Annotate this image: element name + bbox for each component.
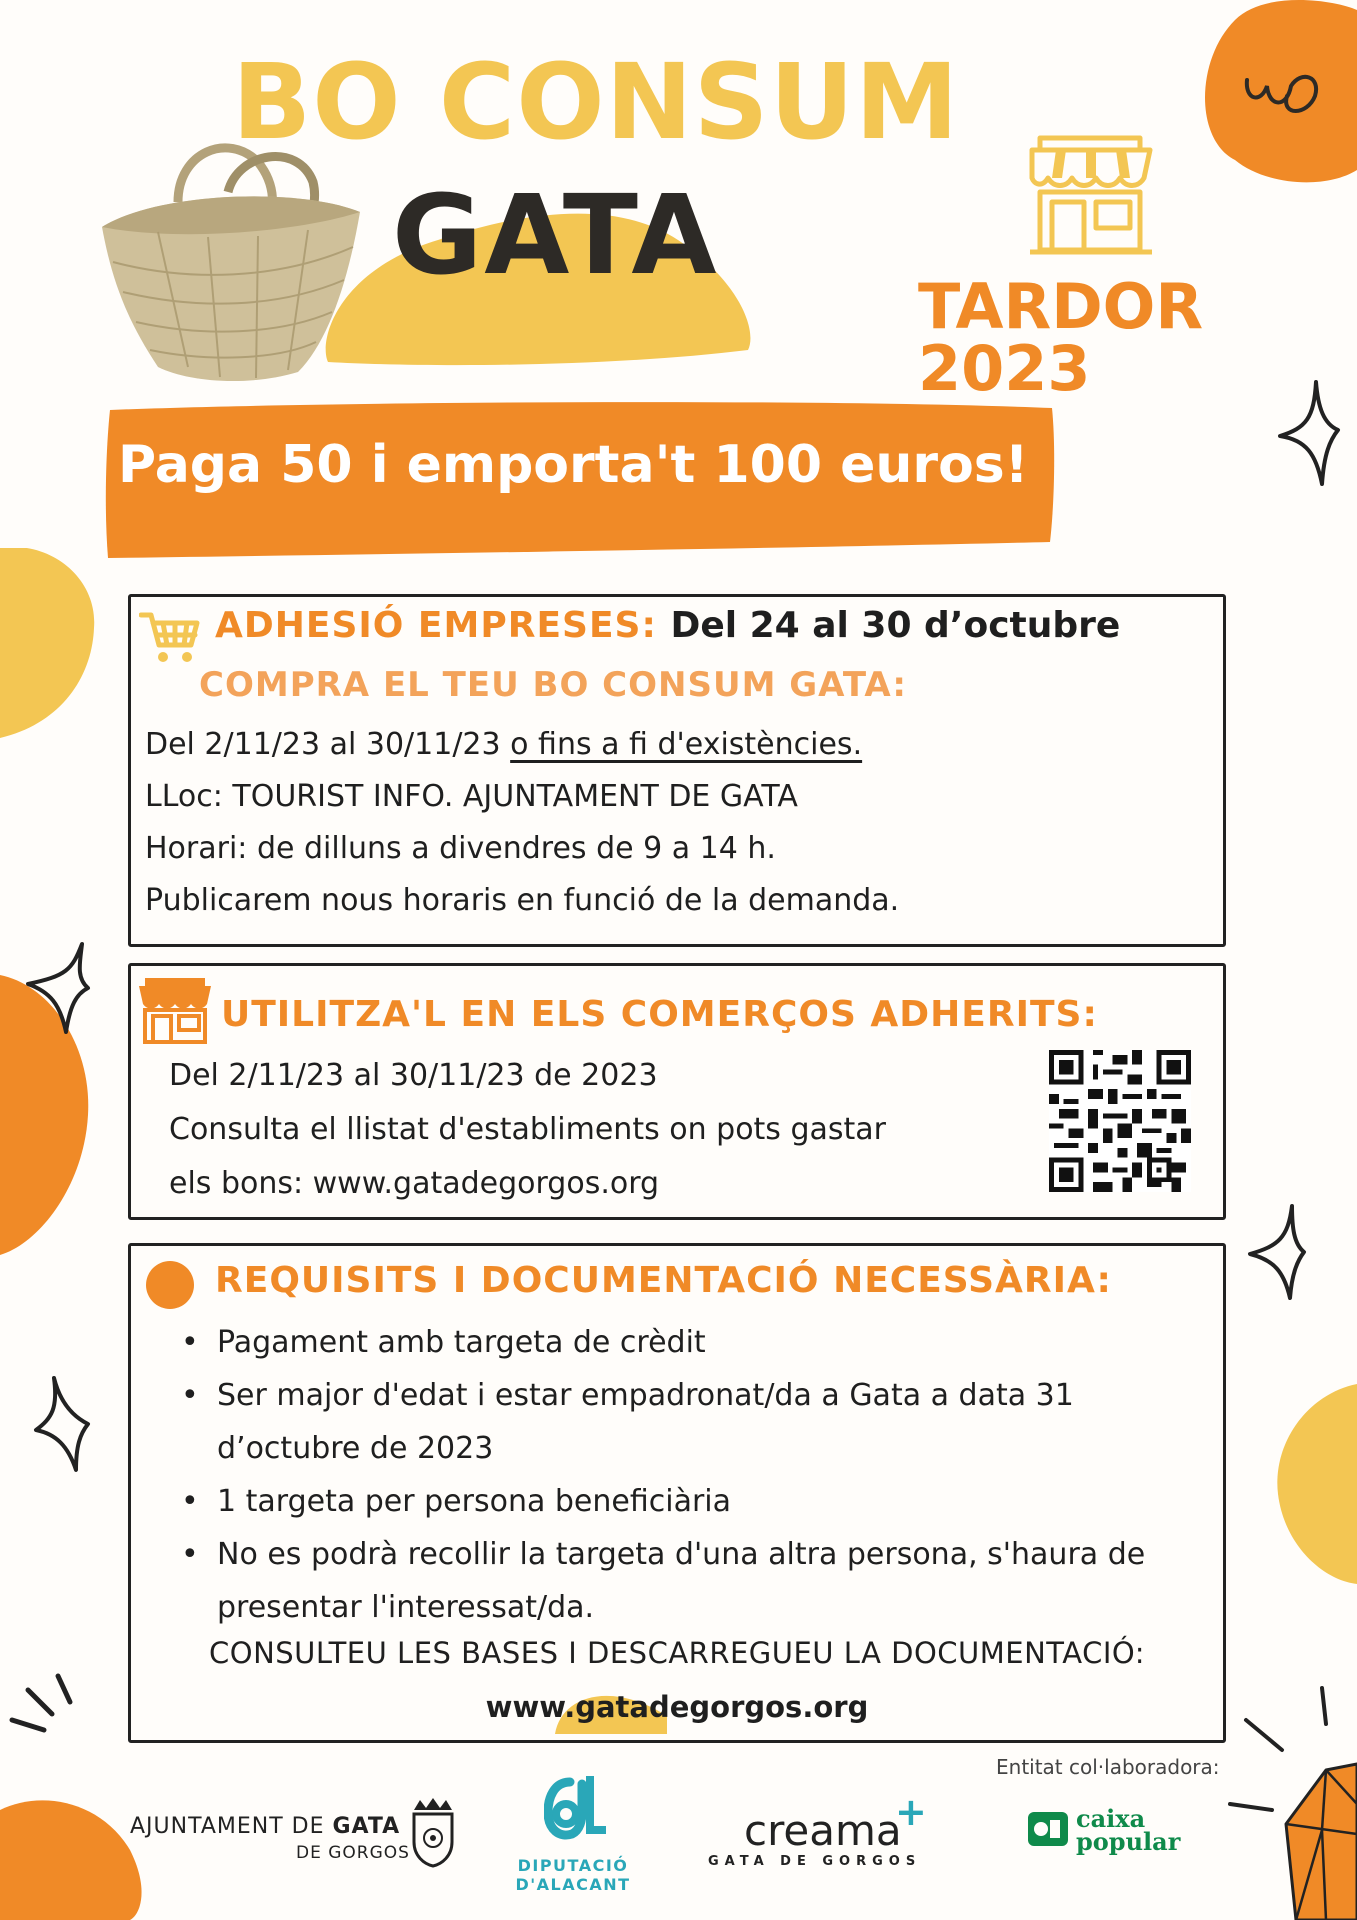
creama-subtext: GATA DE GORGOS xyxy=(708,1854,922,1869)
buy-notice: Publicarem nous horaris en funció de la demanda. xyxy=(145,883,900,918)
caixa-popular-icon xyxy=(1026,1808,1070,1850)
ajuntament-logo-text xyxy=(130,1814,400,1839)
list-item: • Ser major d'edat i estar empadronat/da a Gata a data 31 d’octubre de 2023 xyxy=(181,1369,1181,1475)
collaborator-label: Entitat col·laboradora: xyxy=(996,1755,1220,1779)
circle-bullet-icon xyxy=(145,1260,195,1310)
burst-lines-icon xyxy=(8,1670,78,1740)
shield-icon xyxy=(408,1796,458,1868)
adhesion-dates: Del 24 al 30 d’octubre xyxy=(670,605,1121,646)
use-heading: UTILITZA'L EN ELS COMERÇOS ADHERITS: xyxy=(221,994,1098,1035)
caixa-popular-logo-text xyxy=(1076,1804,1181,1856)
popular-text: popular xyxy=(1076,1826,1181,1856)
buy-hours: Horari: de dilluns a divendres de 9 a 14 h. xyxy=(145,831,776,866)
cart-icon xyxy=(139,611,201,665)
requirements-heading: REQUISITS I DOCUMENTACIÓ NECESSÀRIA: xyxy=(215,1260,1112,1301)
banner-text: Paga 50 i emporta't 100 euros! xyxy=(118,435,1029,495)
sparkle-icon xyxy=(32,1374,92,1474)
requirements-list xyxy=(181,1316,1181,1634)
adhesion-heading-label: ADHESIÓ EMPRESES: xyxy=(215,605,657,646)
list-item: • 1 targeta per persona beneficiària xyxy=(181,1475,1181,1528)
basket-image xyxy=(98,132,368,382)
decor-blob-left-yellow xyxy=(0,548,100,738)
title-bo-consum: BO CONSUM xyxy=(232,41,960,163)
use-box xyxy=(128,963,1226,1220)
buy-heading: COMPRA EL TEU BO CONSUM GATA: xyxy=(199,665,907,705)
diputacio-label: DIPUTACIÓ D'ALACANT xyxy=(515,1856,631,1895)
title-gata: GATA xyxy=(392,171,719,299)
use-line-2: Consulta el llistat d'establiments on pots gastar xyxy=(169,1112,887,1147)
shop-icon xyxy=(137,976,213,1046)
sparkle-icon xyxy=(22,940,92,1036)
buy-place: LLoc: TOURIST INFO. AJUNTAMENT DE GATA xyxy=(145,779,798,814)
buy-dates-note: o fins a fi d'existències. xyxy=(510,727,863,762)
decor-blob-right-yellow xyxy=(1272,1384,1357,1584)
diputacio-logo-icon xyxy=(544,1772,608,1850)
buy-dates: Del 2/11/23 al 30/11/23 xyxy=(145,727,501,762)
qr-code[interactable] xyxy=(1049,1050,1191,1192)
ajuntament-text-a: AJUNTAMENT DE xyxy=(130,1814,325,1839)
consult-text: CONSULTEU LES BASES I DESCARREGUEU LA DOCUMENTACIÓ: xyxy=(209,1636,1145,1670)
list-item: • No es podrà recollir la targeta d'una altra persona, s'haura de presentar l'interessat/da. xyxy=(181,1528,1181,1634)
ajuntament-subtext: DE GORGOS xyxy=(296,1843,410,1863)
sparkle-icon xyxy=(1244,1202,1308,1302)
season-label: TARDOR 2023 xyxy=(918,270,1204,405)
requirements-box xyxy=(128,1243,1226,1743)
decor-blob-bottom-left xyxy=(0,1790,150,1920)
diamond-icon xyxy=(1226,1684,1357,1920)
adhesion-heading xyxy=(215,605,1120,646)
creama-plus: + xyxy=(895,1790,927,1834)
buy-date-line xyxy=(145,727,862,762)
adhesion-box xyxy=(128,594,1226,947)
shop-icon xyxy=(1026,134,1156,258)
requirements-website-link[interactable]: www.gatadegorgos.org xyxy=(485,1690,869,1724)
decor-blob-top-right xyxy=(1195,0,1357,185)
sparkle-icon xyxy=(1276,378,1342,488)
use-website-link[interactable]: els bons: www.gatadegorgos.org xyxy=(169,1166,660,1201)
caixa-text: caixa xyxy=(1076,1804,1146,1833)
creama-logo-text: creama xyxy=(744,1806,902,1855)
use-dates: Del 2/11/23 al 30/11/23 de 2023 xyxy=(169,1058,658,1093)
ajuntament-text-b: GATA xyxy=(332,1814,401,1839)
list-item: • Pagament amb targeta de crèdit xyxy=(181,1316,1181,1369)
